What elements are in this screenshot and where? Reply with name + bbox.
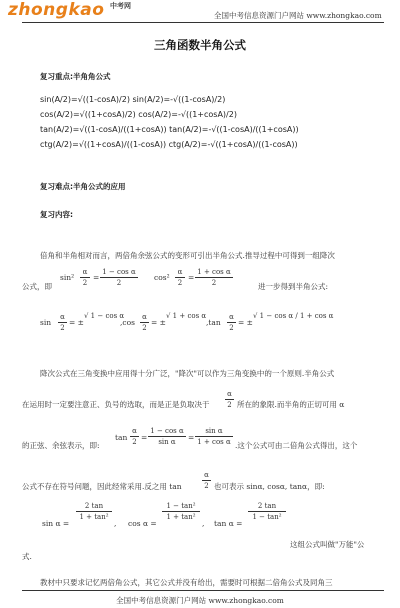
math-sqrt-1: √ 1 − cos α	[84, 312, 125, 320]
math-pm-2: = ±	[151, 318, 166, 327]
paragraph-6: 这组公式叫做"万能"公	[290, 540, 365, 549]
math-tan-label: ,tan	[206, 318, 221, 327]
math-tan-alpha-eq: tan α =	[214, 519, 243, 528]
math-eq-5: =	[188, 433, 195, 442]
math-sqrt-2: √ 1 + cos α	[166, 312, 207, 320]
math-sqrt-3: √ 1 − cos α / 1 + cos α	[253, 312, 334, 320]
math-eq-2: =	[188, 273, 195, 282]
math-frac-half-2: α 2	[140, 313, 149, 332]
paragraph-1b-pre: 公式，即	[22, 282, 52, 291]
paragraph-1: 倍角和半角相对而言，两倍角余弦公式的变形可引出半角公式.推导过程中可得到一组降次	[40, 251, 335, 260]
paragraph-2: 降次公式在三角变换中应用得十分广泛，"降次"可以作为三角变换中的一个原则.半角公式	[40, 369, 335, 378]
math-tan-4: tan	[115, 433, 128, 442]
site-logo-cn: 中考网	[110, 2, 131, 10]
formula-ctg-half: ctg(A/2)=√((1+cosA)/((1-cosA)) ctg(A/2)=-√((1+cosA)/((1-cosA))	[40, 140, 298, 149]
math-sin-squared: sin²	[60, 273, 75, 282]
paragraph-4b: .这个公式可由二倍角公式得出，这个	[235, 441, 358, 450]
math-eq-4: =	[141, 433, 148, 442]
paragraph-5b: 也可表示 sinα, cosα, tanα，即:	[214, 482, 325, 491]
math-cos-alpha-eq: cos α =	[128, 519, 157, 528]
formula-sin-half: sin(A/2)=√((1-cosA)/2) sin(A/2)=-√((1-cosA)/2)	[40, 95, 226, 104]
paragraph-1b-post: 进一步得到半角公式:	[258, 282, 329, 291]
section-heading-key-points: 复习重点:半角角公式	[40, 72, 111, 81]
page-title: 三角函数半角公式	[154, 38, 246, 52]
math-cos-squared: cos²	[154, 273, 170, 282]
paragraph-6b: 式.	[22, 552, 32, 561]
math-sin-alpha-eq: sin α =	[42, 519, 70, 528]
math-sin-label: sin	[40, 318, 52, 327]
math-frac-alpha-2b: α 2	[175, 268, 185, 287]
math-comma-1: ,	[114, 519, 117, 528]
math-frac-half-5: α 2	[130, 427, 139, 446]
header-site-text: 全国中考信息资源门户网站 www.zhongkao.com	[214, 11, 382, 20]
formula-tan-half: tan(A/2)=√((1-cosA)/((1+cosA)) tan(A/2)=-√((1-cosA)/((1+cosA))	[40, 125, 299, 134]
math-frac-tan-a: 1 − cos α sin α	[148, 427, 186, 446]
footer-divider	[22, 590, 384, 591]
math-pm-3: = ±	[238, 318, 253, 327]
math-frac-1-plus-cos: 1 + cos α 2	[195, 268, 233, 287]
footer-site-text: 全国中考信息资源门户网站 www.zhongkao.com	[116, 596, 284, 605]
paragraph-5a: 公式不存在符号问题，因此经常采用.反之用 tan	[22, 482, 182, 491]
math-cos-label: ,cos	[120, 318, 135, 327]
math-frac-half-1: α 2	[58, 313, 67, 332]
math-frac-sin-universal: 2 tan 1 + tan²	[76, 502, 112, 521]
formula-cos-half: cos(A/2)=√((1+cosA)/2) cos(A/2)=-√((1+cosA)/2)	[40, 110, 237, 119]
section-heading-content: 复习内容:	[40, 210, 73, 219]
math-pm-1: = ±	[69, 318, 84, 327]
math-frac-tan-universal: 2 tan 1 − tan²	[248, 502, 286, 521]
paragraph-4a: 的正弦、余弦表示，即:	[22, 441, 100, 450]
math-eq: =	[93, 273, 100, 282]
math-frac-1-minus-cos: 1 − cos α 2	[100, 268, 138, 287]
paragraph-3a: 在运用时一定要注意正、负号的选取，而是正是负取决于	[22, 400, 210, 409]
section-heading-difficulty: 复习难点:半角公式的应用	[40, 182, 126, 191]
math-frac-cos-universal: 1 − tan² 1 + tan²	[162, 502, 200, 521]
paragraph-3b: 所在的象限.而半角的正切可用 α	[237, 400, 345, 409]
math-comma-2: ,	[202, 519, 205, 528]
site-logo: zhongkao	[8, 0, 105, 20]
math-frac-half-3: α 2	[227, 313, 236, 332]
math-frac-alpha-2: α 2	[80, 268, 90, 287]
paragraph-7: 教材中只要求记忆两倍角公式，其它公式并没有给出，需要时可根据二倍角公式及同角三	[40, 578, 333, 587]
math-frac-tan-b: sin α 1 + cos α	[195, 427, 233, 446]
math-frac-half-6: α 2	[202, 471, 211, 490]
math-frac-half-4: α 2	[225, 390, 234, 409]
header-divider	[22, 22, 384, 23]
